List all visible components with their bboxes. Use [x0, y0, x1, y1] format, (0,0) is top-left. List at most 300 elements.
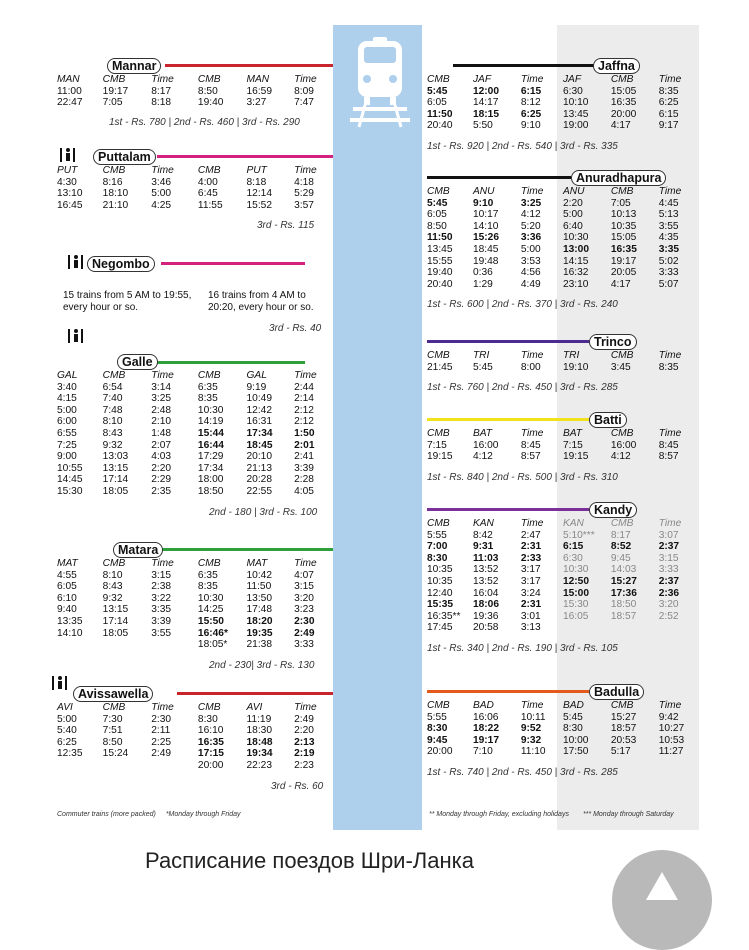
table-cell: 2:30: [151, 713, 172, 725]
table-cell: 16:04: [472, 587, 499, 599]
table-cell: 2:12: [294, 404, 314, 416]
table-row: [57, 748, 333, 760]
section-jaffna: [427, 58, 697, 152]
table-cell: 20:28: [246, 474, 272, 486]
table-cell: 13:35: [57, 615, 83, 627]
table-header-row: [427, 186, 697, 198]
table-header-row: [57, 165, 333, 177]
table-cell: 16:00: [610, 439, 637, 451]
table-cell: 5:45: [562, 711, 583, 723]
table-cell: 6:00: [57, 416, 77, 428]
note-negombo-outbound: 15 trains from 5 AM to 19:55, every hour or so.: [63, 290, 192, 313]
table-cell: 6:15: [658, 108, 679, 120]
table-cell: 9:19: [246, 381, 267, 393]
table-cell: 6:15: [520, 85, 542, 97]
table-cell: 19:15: [562, 451, 589, 463]
table-cell: 13:00: [562, 243, 590, 255]
table-cell: 8:30: [197, 713, 218, 725]
table-cell: 8:42: [472, 529, 493, 541]
table-cell: 3:22: [151, 592, 172, 604]
table-cell: 21:38: [246, 639, 272, 651]
table-cell: 10:30: [562, 232, 589, 244]
column-header: CMB: [102, 165, 126, 176]
table-cell: 3:35: [658, 243, 680, 255]
table-cell: [611, 622, 659, 634]
table-cell: 10:30: [562, 564, 589, 576]
table-row: [427, 622, 697, 634]
line-negombo: [161, 262, 305, 265]
station-name-mannar: Mannar: [107, 58, 161, 74]
column-header: Time: [520, 350, 544, 361]
table-cell: 2:23: [294, 759, 314, 771]
section-matara: [57, 542, 333, 671]
column-header: Time: [151, 165, 174, 176]
table-cell: 21:45: [427, 361, 453, 373]
column-header: KAN: [472, 518, 494, 529]
timetable-mannar: [57, 74, 333, 109]
column-header: KAN: [562, 518, 584, 529]
table-cell: 2:52: [658, 610, 679, 622]
table-cell: 4:30: [57, 176, 77, 188]
table-cell: 19:17: [102, 85, 129, 97]
column-header: GAL: [57, 370, 78, 381]
table-cell: 0:36: [472, 267, 493, 279]
section-batti: [427, 412, 697, 483]
table-cell: 13:10: [57, 188, 83, 200]
fare-badulla: 1st - Rs. 740 | 2nd - Rs. 450 | 3rd - Rs. 285: [427, 766, 618, 778]
table-cell: 9:45: [427, 734, 448, 746]
table-cell: 18:57: [610, 610, 637, 622]
table-row: [427, 362, 697, 374]
table-cell: 6:25: [520, 108, 542, 120]
table-cell: 12:40: [427, 587, 453, 599]
fare-trinco: 1st - Rs. 760 | 2nd - Rs. 450 | 3rd - Rs. 285: [427, 382, 618, 394]
table-header-row: [57, 74, 333, 86]
section-avissawella: [57, 686, 333, 792]
table-cell: 3:17: [520, 575, 541, 587]
station-name-matara: Matara: [113, 542, 163, 558]
table-cell: 8:30: [427, 723, 448, 735]
table-cell: 16:46*: [197, 627, 228, 639]
station-name-kandy: Kandy: [589, 502, 637, 518]
line-anuradhapura: [427, 176, 571, 179]
table-row: [57, 628, 333, 640]
table-row: [57, 639, 333, 651]
table-cell: 13:45: [562, 108, 589, 120]
table-row: [57, 604, 333, 616]
table-cell: 10:13: [610, 209, 637, 221]
column-header: CMB: [610, 186, 634, 197]
table-cell: 3:01: [520, 610, 541, 622]
station-name-trinco: Trinco: [589, 334, 637, 350]
table-cell: 16:44: [197, 439, 224, 451]
table-cell: 3:07: [658, 529, 679, 541]
table-cell: 3:57: [294, 199, 314, 211]
column-header: Time: [658, 74, 682, 85]
column-header: Time: [294, 370, 317, 381]
table-cell: 20:40: [427, 120, 453, 132]
table-cell: [151, 760, 198, 772]
table-cell: 17:14: [102, 615, 129, 627]
table-cell: 16:06: [472, 711, 499, 723]
table-cell: 6:45: [197, 188, 218, 200]
table-cell: 20:00: [610, 108, 637, 120]
column-header: CMB: [610, 428, 634, 439]
line-puttalam: [157, 155, 333, 158]
timetable-jaffna: [427, 74, 697, 132]
line-jaffna: [453, 64, 597, 67]
table-cell: 8:43: [102, 581, 123, 593]
table-cell: 8:45: [658, 439, 679, 451]
table-cell: 22:55: [246, 485, 272, 497]
table-cell: 11:50: [427, 232, 453, 244]
column-header: CMB: [197, 165, 221, 176]
table-cell: 2:41: [294, 451, 314, 463]
table-cell: 7:15: [427, 439, 447, 451]
table-cell: 9:17: [658, 120, 679, 132]
column-header: CMB: [427, 74, 450, 85]
table-cell: 18:05: [102, 627, 129, 639]
table-cell: 14:25: [197, 604, 224, 616]
table-cell: 15:52: [246, 199, 272, 211]
table-cell: 15:24: [102, 748, 129, 760]
table-cell: [563, 622, 611, 634]
fare-mannar: 1st - Rs. 780 | 2nd - Rs. 460 | 3rd - Rs. 290: [109, 116, 300, 128]
table-cell: 10:17: [472, 209, 499, 221]
table-cell: 9:45: [610, 552, 631, 564]
table-cell: 6:30: [562, 85, 583, 97]
table-cell: 10:30: [197, 404, 224, 416]
column-header: Time: [294, 74, 317, 85]
table-cell: 8:35: [658, 361, 679, 373]
table-cell: 13:15: [102, 462, 129, 474]
table-cell: 8:16: [102, 176, 123, 188]
column-header: CMB: [427, 700, 450, 711]
table-cell: 6:05: [57, 581, 77, 593]
table-cell: 19:15: [427, 451, 453, 463]
table-cell: 9:32: [102, 439, 123, 451]
column-header: BAT: [562, 428, 583, 439]
table-cell: 4:55: [57, 569, 77, 581]
table-cell: 10:49: [246, 393, 272, 405]
column-header: JAF: [562, 74, 582, 85]
table-cell: 3:39: [294, 462, 314, 474]
timetable-anuradhapura: [427, 186, 697, 290]
column-header: ANU: [472, 186, 495, 197]
table-cell: 8:57: [658, 451, 679, 463]
line-batti: [427, 418, 589, 421]
timetable-matara: [57, 558, 333, 651]
table-cell: 2:35: [151, 485, 172, 497]
column-header: MAT: [246, 558, 268, 569]
table-cell: 22:47: [57, 97, 83, 109]
commuter-train-icon: [67, 327, 87, 347]
table-cell: 2:49: [151, 748, 172, 760]
column-header: CMB: [610, 350, 634, 361]
table-cell: 7:30: [102, 713, 123, 725]
table-row: [57, 393, 333, 405]
table-cell: 4:00: [197, 176, 218, 188]
table-cell: 3:25: [520, 197, 542, 209]
table-cell: 5:00: [57, 404, 77, 416]
table-cell: 14:15: [562, 255, 589, 267]
table-cell: [103, 639, 152, 651]
column-header: BAD: [472, 700, 494, 711]
table-cell: 3:25: [151, 393, 172, 405]
column-header: MAT: [57, 558, 78, 569]
fare-anuradhapura: 1st - Rs. 600 | 2nd - Rs. 370 | 3rd - Rs. 240: [427, 299, 618, 311]
table-cell: 2:37: [658, 575, 680, 587]
table-cell: 18:50: [610, 599, 637, 611]
table-cell: 15:00: [562, 587, 590, 599]
table-cell: 6:05: [427, 209, 447, 221]
table-cell: 3:55: [658, 220, 679, 232]
table-cell: 18:22: [472, 723, 500, 735]
table-cell: 15:44: [197, 427, 224, 439]
station-name-puttalam: Puttalam: [93, 149, 156, 165]
table-row: [57, 714, 333, 726]
timetable-badulla: [427, 700, 697, 758]
table-cell: 1:50: [294, 427, 315, 439]
table-cell: 7:00: [427, 541, 448, 553]
table-cell: 2:12: [294, 416, 314, 428]
table-header-row: [427, 74, 697, 86]
table-cell: 3:23: [294, 604, 314, 616]
table-cell: 5:00: [562, 209, 583, 221]
table-cell: 1:29: [472, 278, 493, 290]
table-cell: 8:10: [102, 569, 123, 581]
table-cell: 15:50: [197, 615, 224, 627]
table-cell: 8:43: [102, 427, 123, 439]
table-row: [427, 232, 697, 244]
fare-galle: 2nd - 180 | 3rd - Rs. 100: [209, 506, 318, 518]
table-cell: 4:17: [610, 120, 631, 132]
fare-matara: 2nd - 230| 3rd - Rs. 130: [209, 659, 315, 671]
table-cell: 15:55: [427, 255, 453, 267]
table-cell: 2:33: [520, 552, 542, 564]
table-cell: 15:05: [610, 85, 637, 97]
note-monday-saturday: *** Monday through Saturday: [582, 811, 674, 818]
table-cell: 9:32: [520, 734, 542, 746]
table-cell: 11:19: [246, 713, 272, 725]
table-cell: 3:20: [294, 592, 314, 604]
table-cell: 20:00: [427, 746, 453, 758]
table-cell: 9:40: [57, 604, 77, 616]
table-row: [427, 576, 697, 588]
table-cell: 4:12: [610, 451, 631, 463]
column-header: Time: [294, 558, 317, 569]
table-cell: 11:03: [472, 552, 499, 564]
table-cell: 13:52: [472, 564, 499, 576]
column-header: CMB: [197, 702, 221, 713]
table-row: [427, 735, 697, 747]
table-cell: 10:53: [658, 734, 685, 746]
column-header: CMB: [102, 370, 126, 381]
table-cell: 2:20: [294, 725, 314, 737]
table-cell: 16:32: [562, 267, 589, 279]
table-cell: 19:40: [197, 97, 224, 109]
table-cell: 3:20: [658, 599, 679, 611]
table-cell: 3:13: [520, 622, 541, 634]
timetable-puttalam: [57, 165, 333, 211]
table-cell: 15:30: [57, 485, 83, 497]
table-cell: 18:20: [246, 615, 273, 627]
table-cell: 7:48: [102, 404, 123, 416]
table-cell: 12:14: [246, 188, 272, 200]
table-cell: 4:12: [472, 451, 493, 463]
table-row: [57, 440, 333, 452]
section-trinco: [427, 334, 697, 393]
table-cell: 3:27: [246, 97, 267, 109]
column-header: BAD: [562, 700, 584, 711]
table-cell: 21:13: [246, 462, 272, 474]
table-cell: 20:00: [197, 759, 224, 771]
table-row: [427, 86, 697, 98]
table-cell: 15:35: [427, 599, 454, 611]
table-cell: 2:37: [658, 541, 680, 553]
table-cell: 6:25: [57, 736, 77, 748]
column-header: PUT: [246, 165, 267, 176]
table-cell: 13:15: [102, 604, 129, 616]
table-cell: 2:36: [658, 587, 680, 599]
table-header-row: [427, 428, 697, 440]
table-cell: 2:20: [151, 462, 172, 474]
column-header: Time: [520, 428, 544, 439]
table-cell: 3:39: [151, 615, 172, 627]
table-cell: 2:31: [520, 599, 542, 611]
column-header: CMB: [427, 428, 450, 439]
table-row: [57, 486, 333, 498]
column-header: Time: [151, 702, 174, 713]
table-cell: 19:35: [246, 627, 273, 639]
column-header: CMB: [197, 558, 221, 569]
table-cell: 4:18: [294, 176, 314, 188]
table-cell: [151, 639, 198, 651]
table-cell: 8:17: [151, 85, 172, 97]
table-cell: 5:50: [472, 120, 493, 132]
column-header: TRI: [472, 350, 490, 361]
table-cell: 10:42: [246, 569, 272, 581]
fare-puttalam: 3rd - Rs. 115: [257, 220, 315, 232]
table-cell: 3:35: [151, 604, 172, 616]
table-cell: 12:42: [246, 404, 272, 416]
table-row: [427, 244, 697, 256]
column-header: TRI: [562, 350, 580, 361]
fare-negombo: 3rd - Rs. 40: [269, 323, 322, 334]
column-header: CMB: [610, 518, 634, 529]
table-cell: 10:30: [197, 592, 224, 604]
table-cell: 5:20: [520, 220, 541, 232]
table-cell: 2:47: [520, 529, 541, 541]
column-header: MAN: [246, 74, 270, 85]
table-cell: 5:17: [610, 746, 631, 758]
column-header: Time: [520, 700, 544, 711]
table-cell: 18:10: [102, 188, 129, 200]
table-row: [57, 97, 333, 109]
table-cell: 3:40: [57, 381, 77, 393]
timetable-poster: [49, 25, 699, 830]
table-header-row: [57, 702, 333, 714]
table-row: [57, 737, 333, 749]
station-name-avissawella: Avissawella: [73, 686, 153, 702]
table-cell: 19:00: [562, 120, 589, 132]
column-header: JAF: [472, 74, 492, 85]
table-cell: 1:48: [151, 427, 172, 439]
table-cell: 10:35: [427, 575, 453, 587]
table-cell: 15:05: [610, 232, 637, 244]
table-cell: 18:57: [610, 723, 637, 735]
note-weekday: *Monday through Friday: [165, 811, 241, 818]
table-cell: 2:20: [562, 197, 583, 209]
column-header: CMB: [610, 700, 634, 711]
arrow-up-icon: [646, 872, 678, 900]
page-caption: Расписание поездов Шри-Ланка: [145, 848, 474, 873]
table-cell: 6:05: [427, 97, 447, 109]
table-row: [427, 712, 697, 724]
table-row: [427, 97, 697, 109]
table-cell: 5:55: [427, 711, 447, 723]
table-cell: 5:55: [427, 529, 447, 541]
station-name-batti: Batti: [589, 412, 627, 428]
table-cell: 19:34: [246, 748, 273, 760]
table-cell: 8:18: [151, 97, 172, 109]
table-cell: 15:30: [562, 599, 589, 611]
table-cell: 9:52: [520, 723, 542, 735]
table-row: [427, 279, 697, 291]
commuter-train-icon: [59, 146, 79, 166]
table-cell: 17:48: [246, 604, 272, 616]
table-cell: 6:30: [562, 552, 583, 564]
table-cell: 4:07: [294, 569, 314, 581]
table-cell: 2:48: [151, 404, 172, 416]
table-cell: 10:00: [562, 734, 589, 746]
table-cell: 11:50: [427, 108, 453, 120]
table-row: [57, 177, 333, 189]
column-header: BAT: [472, 428, 493, 439]
table-row: [57, 593, 333, 605]
table-cell: 11:00: [57, 85, 82, 97]
table-cell: 2:10: [151, 416, 172, 428]
table-cell: 4:05: [294, 485, 314, 497]
table-row: [427, 120, 697, 132]
table-row: [57, 86, 333, 98]
table-cell: 2:19: [294, 748, 315, 760]
table-cell: 13:45: [427, 243, 453, 255]
table-cell: 19:17: [472, 734, 500, 746]
table-cell: 4:35: [658, 232, 679, 244]
table-cell: 14:45: [57, 474, 83, 486]
table-cell: 5:07: [658, 278, 679, 290]
table-cell: 6:15: [562, 541, 584, 553]
table-row: [57, 451, 333, 463]
table-cell: [57, 760, 103, 772]
table-row: [427, 541, 697, 553]
table-row: [57, 616, 333, 628]
table-cell: 6:35: [197, 381, 218, 393]
table-cell: 4:12: [520, 209, 541, 221]
column-header: Time: [520, 186, 544, 197]
scroll-to-top-button[interactable]: [612, 850, 712, 950]
table-cell: 16:35: [610, 97, 637, 109]
commuter-train-icon: [67, 253, 87, 273]
table-row: [57, 416, 333, 428]
table-row: [427, 109, 697, 121]
note-excluding-holidays: ** Monday through Friday, excluding holidays: [429, 811, 569, 818]
table-cell: 13:50: [246, 592, 272, 604]
table-cell: 11:27: [658, 746, 684, 758]
table-row: [57, 405, 333, 417]
table-cell: 2:07: [151, 439, 172, 451]
